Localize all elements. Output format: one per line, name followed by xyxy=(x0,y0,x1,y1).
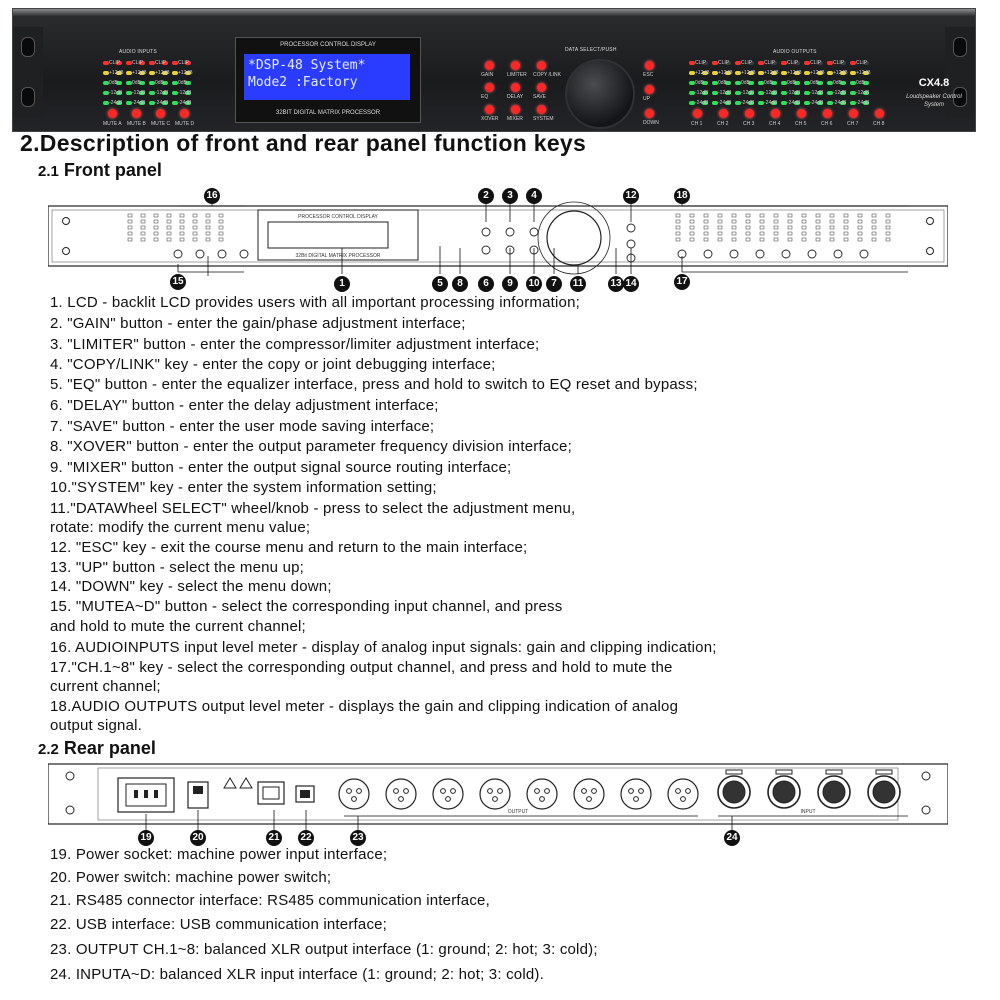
diagram-button xyxy=(860,250,868,258)
front-item-21: 18.AUDIO OUTPUTS output level meter - displays the gain and clipping indication of analog xyxy=(50,698,679,715)
meter-label: +12dB xyxy=(810,70,825,76)
xlr-input-face xyxy=(873,781,895,803)
callout-3: 3 xyxy=(502,188,518,204)
nav-key-label: DOWN xyxy=(643,120,659,126)
diagram-button xyxy=(482,246,490,254)
key-copylink xyxy=(537,61,546,70)
front-item-13: 12. "ESC" key - exit the course menu and return to the main interface; xyxy=(50,539,528,556)
key-down xyxy=(645,109,654,118)
rear-item-23: 23. OUTPUT CH.1~8: balanced XLR output interface (1: ground; 2: hot; 3: cold); xyxy=(50,941,598,958)
front-item-2: 2. "GAIN" button - enter the gain/phase adjustment interface; xyxy=(50,315,466,332)
key-label: SYSTEM xyxy=(533,116,554,122)
meter-label: -12dB xyxy=(833,90,847,96)
channel-button-8 xyxy=(875,109,884,118)
meter-label: -24dB xyxy=(109,100,123,106)
brand-block xyxy=(903,77,965,117)
diagram-button xyxy=(704,250,712,258)
key-label: XOVER xyxy=(481,116,499,122)
callout-18: 18 xyxy=(674,188,690,204)
meter-label: 0dB xyxy=(695,80,704,86)
meter-label: +12dB xyxy=(741,70,756,76)
lcd-line-1: *DSP-48 System* xyxy=(248,58,366,73)
meter-label: -24dB xyxy=(787,100,801,106)
diagram-button xyxy=(218,250,226,258)
key-label: SAVE xyxy=(533,94,546,100)
lcd-title: PROCESSOR CONTROL DISPLAY xyxy=(280,42,376,48)
channel-label: CH 4 xyxy=(769,121,781,127)
mute-label: MUTE A xyxy=(103,121,122,127)
channel-button-4 xyxy=(771,109,780,118)
front-item-6: 6. "DELAY" button - enter the delay adjustment interface; xyxy=(50,397,439,414)
meter-label: -12dB xyxy=(155,90,169,96)
meter-label: CLIP xyxy=(833,60,845,66)
front-item-14: 13. "UP" button - select the menu up; xyxy=(50,559,305,576)
mute-button-d xyxy=(180,109,189,118)
meter-label: CLIP xyxy=(109,60,121,66)
callout-1: 1 xyxy=(334,276,350,292)
meter-label: 0dB xyxy=(856,80,865,86)
lcd-line-2: Mode2 :Factory xyxy=(248,75,358,90)
key-mixer xyxy=(511,105,520,114)
meter-label: -12dB xyxy=(856,90,870,96)
meter-label: +12dB xyxy=(155,70,170,76)
section-heading: 2.Description of front and rear panel function keys xyxy=(20,130,587,156)
front-item-12: rotate: modify the current menu value; xyxy=(50,519,311,536)
meter-label: -12dB xyxy=(695,90,709,96)
meter-label: CLIP xyxy=(787,60,799,66)
front-item-16: 15. "MUTEA~D" button - select the corresponding input channel, and press xyxy=(50,598,563,615)
rear-panel-title: Rear panel xyxy=(63,738,156,758)
lcd-screen xyxy=(244,54,410,100)
meter-label: 0dB xyxy=(833,80,842,86)
meter-label: CLIP xyxy=(718,60,730,66)
channel-button-5 xyxy=(797,109,806,118)
model-name: CX4.8 xyxy=(918,77,950,89)
meter-label: 0dB xyxy=(155,80,164,86)
diagram-button xyxy=(240,250,248,258)
rear-item-24: 24. INPUTA~D: balanced XLR input interface (1: ground; 2: hot; 3: cold). xyxy=(50,966,544,983)
mute-button-c xyxy=(156,109,165,118)
diagram-button xyxy=(482,228,490,236)
front-item-19: 17."CH.1~8" key - select the corresponding output channel, and press and hold to mute the xyxy=(50,659,673,676)
key-label: MIXER xyxy=(507,116,523,122)
mute-label: MUTE B xyxy=(127,121,146,127)
front-item-8: 8. "XOVER" button - enter the output parameter frequency division interface; xyxy=(50,438,572,455)
mute-button-b xyxy=(132,109,141,118)
diagram-button xyxy=(506,228,514,236)
meter-label: 0dB xyxy=(741,80,750,86)
front-item-11: 11."DATAWheel SELECT" wheel/knob - press to select the adjustment menu, xyxy=(50,500,576,517)
key-xover xyxy=(485,105,494,114)
meter-label: CLIP xyxy=(132,60,144,66)
callout-24: 24 xyxy=(724,830,740,846)
front-item-9: 9. "MIXER" button - enter the output signal source routing interface; xyxy=(50,459,512,476)
meter-label: -12dB xyxy=(109,90,123,96)
callout-11: 11 xyxy=(570,276,586,292)
channel-label: CH 8 xyxy=(873,121,885,127)
front-item-4: 4. "COPY/LINK" key - enter the copy or joint debugging interface; xyxy=(50,356,496,373)
meter-label: -12dB xyxy=(718,90,732,96)
meter-label: 0dB xyxy=(787,80,796,86)
meter-label: CLIP xyxy=(810,60,822,66)
meter-label: CLIP xyxy=(155,60,167,66)
diagram-button xyxy=(834,250,842,258)
callout-22: 22 xyxy=(298,830,314,846)
meter-label: -24dB xyxy=(810,100,824,106)
key-up xyxy=(645,85,654,94)
meter-label: -24dB xyxy=(132,100,146,106)
key-label: GAIN xyxy=(481,72,494,78)
meter-label: -24dB xyxy=(833,100,847,106)
rear-output-label: OUTPUT xyxy=(507,809,529,815)
meter-label: -12dB xyxy=(810,90,824,96)
meter-label: 0dB xyxy=(718,80,727,86)
front-item-5: 5. "EQ" button - enter the equalizer interface, press and hold to switch to EQ reset and bypass; xyxy=(50,376,698,393)
meter-label: 0dB xyxy=(109,80,118,86)
key-gain xyxy=(485,61,494,70)
channel-button-7 xyxy=(849,109,858,118)
front-item-7: 7. "SAVE" button - enter the user mode saving interface; xyxy=(50,418,435,435)
meter-label: -24dB xyxy=(741,100,755,106)
front-item-17: and hold to mute the current channel; xyxy=(50,618,306,635)
channel-label: CH 1 xyxy=(691,121,703,127)
meter-label: 0dB xyxy=(810,80,819,86)
front-item-15: 14. "DOWN" key - select the menu down; xyxy=(50,578,332,595)
meter-label: -12dB xyxy=(132,90,146,96)
meter-label: +12dB xyxy=(856,70,871,76)
front-item-3: 3. "LIMITER" button - enter the compressor/limiter adjustment interface; xyxy=(50,336,540,353)
model-subtitle: Loudspeaker Control System xyxy=(906,94,962,108)
meter-label: +12dB xyxy=(787,70,802,76)
front-item-10: 10."SYSTEM" key - enter the system information setting; xyxy=(50,479,437,496)
meter-label: +12dB xyxy=(764,70,779,76)
callout-19: 19 xyxy=(138,830,154,846)
front-panel-number: 2.1 xyxy=(38,163,59,180)
mute-label: MUTE D xyxy=(175,121,195,127)
meter-label: -24dB xyxy=(856,100,870,106)
rear-input-label: INPUT xyxy=(800,809,816,815)
meter-label: -12dB xyxy=(764,90,778,96)
rear-panel-drawing xyxy=(48,762,948,844)
rear-item-21: 21. RS485 connector interface: RS485 communication interface, xyxy=(50,892,490,909)
lcd-subtitle: 32BIT DIGITAL MATRIX PROCESSOR xyxy=(275,110,381,116)
xlr-input-face xyxy=(823,781,845,803)
rear-item-19: 19. Power socket: machine power input interface; xyxy=(50,846,388,863)
diagram-button xyxy=(730,250,738,258)
diagram-button xyxy=(530,228,538,236)
key-label: LIMITER xyxy=(507,72,527,78)
key-eq xyxy=(485,83,494,92)
meter-label: -24dB xyxy=(155,100,169,106)
xlr-input-face xyxy=(773,781,795,803)
key-label: DELAY xyxy=(507,94,524,100)
key-label: EQ xyxy=(481,94,489,100)
nav-key-label: ESC xyxy=(643,72,654,78)
key-label: COPY /LINK xyxy=(533,72,561,78)
rear-panel-diagram xyxy=(48,762,948,844)
callout-4: 4 xyxy=(526,188,542,204)
channel-button-6 xyxy=(823,109,832,118)
diagram-lcd-subtitle: 32Bit DIGITAL MATRIX PROCESSOR xyxy=(295,253,381,259)
rack-ear-left xyxy=(13,27,43,117)
nav-key-label: UP xyxy=(643,96,650,102)
meter-label: +12dB xyxy=(178,70,193,76)
callout-8: 8 xyxy=(452,276,468,292)
channel-label: CH 7 xyxy=(847,121,859,127)
front-item-22: output signal. xyxy=(50,717,143,734)
meter-label: -24dB xyxy=(718,100,732,106)
key-limiter xyxy=(511,61,520,70)
rear-panel-number: 2.2 xyxy=(38,741,59,758)
channel-label: CH 5 xyxy=(795,121,807,127)
channel-label: CH 6 xyxy=(821,121,833,127)
meter-label: -24dB xyxy=(695,100,709,106)
xlr-input-face xyxy=(723,781,745,803)
meter-label: +12dB xyxy=(132,70,147,76)
callout-13: 13 xyxy=(608,276,624,292)
callout-7: 7 xyxy=(546,276,562,292)
key-system xyxy=(537,105,546,114)
channel-label: CH 3 xyxy=(743,121,755,127)
meter-label: +12dB xyxy=(695,70,710,76)
data-select-label: DATA SELECT/PUSH xyxy=(565,47,617,53)
meter-label: 0dB xyxy=(178,80,187,86)
callout-6: 6 xyxy=(478,276,494,292)
key-esc xyxy=(645,61,654,70)
meter-label: CLIP xyxy=(764,60,776,66)
front-panel-drawing xyxy=(48,186,948,290)
meter-label: +12dB xyxy=(718,70,733,76)
channel-label: CH 2 xyxy=(717,121,729,127)
front-panel-diagram xyxy=(48,186,948,290)
meter-label: 0dB xyxy=(132,80,141,86)
diagram-button xyxy=(196,250,204,258)
callout-14: 14 xyxy=(623,276,639,292)
meter-label: -12dB xyxy=(787,90,801,96)
channel-button-1 xyxy=(693,109,702,118)
callout-16: 16 xyxy=(204,188,220,204)
mute-label: MUTE C xyxy=(151,121,171,127)
audio-inputs-label: AUDIO INPUTS xyxy=(119,49,157,55)
front-panel-heading xyxy=(38,160,162,181)
diagram-button xyxy=(808,250,816,258)
callout-9: 9 xyxy=(502,276,518,292)
diagram-button xyxy=(627,240,635,248)
meter-label: CLIP xyxy=(856,60,868,66)
rear-item-20: 20. Power switch: machine power switch; xyxy=(50,869,332,886)
callout-5: 5 xyxy=(432,276,448,292)
front-item-20: current channel; xyxy=(50,678,161,695)
callout-17: 17 xyxy=(674,274,690,290)
callout-12: 12 xyxy=(623,188,639,204)
callout-23: 23 xyxy=(350,830,366,846)
front-item-1: 1. LCD - backlit LCD provides users with all important processing information; xyxy=(50,294,580,311)
key-delay xyxy=(511,83,520,92)
lcd-panel xyxy=(235,37,421,123)
callout-10: 10 xyxy=(526,276,542,292)
front-item-18: 16. AUDIOINPUTS input level meter - display of analog input signals: gain and clipping indication; xyxy=(50,639,717,656)
meter-label: -12dB xyxy=(178,90,192,96)
meter-label: -24dB xyxy=(764,100,778,106)
diagram-button xyxy=(174,250,182,258)
channel-button-2 xyxy=(719,109,728,118)
meter-label: 0dB xyxy=(764,80,773,86)
data-wheel-knob xyxy=(565,59,635,129)
meter-label: CLIP xyxy=(741,60,753,66)
diagram-button xyxy=(627,224,635,232)
device-front-photo xyxy=(12,8,976,132)
callout-21: 21 xyxy=(266,830,282,846)
rear-item-22: 22. USB interface: USB communication interface; xyxy=(50,916,388,933)
meter-label: +12dB xyxy=(109,70,124,76)
callout-15: 15 xyxy=(170,274,186,290)
callout-2: 2 xyxy=(478,188,494,204)
meter-label: +12dB xyxy=(833,70,848,76)
rear-panel-heading xyxy=(38,738,156,759)
diagram-button xyxy=(782,250,790,258)
meter-label: -24dB xyxy=(178,100,192,106)
audio-outputs-label: AUDIO OUTPUTS xyxy=(773,49,817,55)
meter-label: -12dB xyxy=(741,90,755,96)
meter-label: CLIP xyxy=(695,60,707,66)
callout-20: 20 xyxy=(190,830,206,846)
key-save xyxy=(537,83,546,92)
meter-label: CLIP xyxy=(178,60,190,66)
diagram-lcd-title: PROCESSOR CONTROL DISPLAY xyxy=(298,214,378,220)
mute-button-a xyxy=(108,109,117,118)
diagram-button xyxy=(756,250,764,258)
channel-button-3 xyxy=(745,109,754,118)
front-panel-title: Front panel xyxy=(63,160,162,180)
